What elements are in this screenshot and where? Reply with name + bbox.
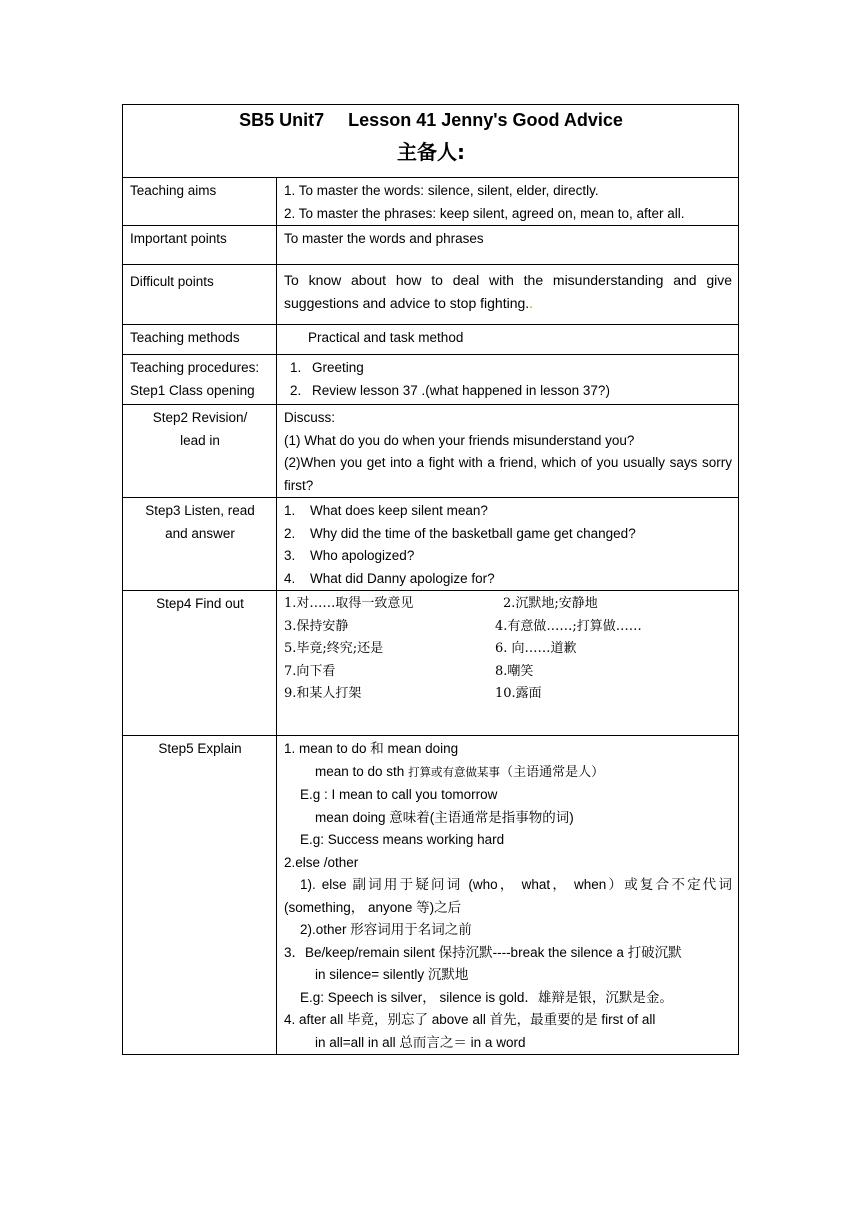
label-step2 [123, 405, 277, 498]
aim-line: 2. To master the phrases: keep silent, agreed on, mean to, after all. [284, 205, 685, 221]
content-teaching-aims [277, 178, 739, 226]
difficult-text: To know about how to deal with the misunderstanding and give suggestions and advice to stop fighting. [284, 272, 733, 311]
row-teaching-methods [123, 325, 739, 355]
content-teaching-procedures [277, 355, 739, 405]
explain-line: E.g: Success means working hard [300, 832, 505, 847]
row-teaching-procedures [123, 355, 739, 405]
explain-note: （主语通常是人） [500, 764, 605, 780]
explain-line: 2.else /other [284, 854, 359, 870]
explain-line: mean doing 意味着(主语通常是指事物的词) [315, 809, 574, 825]
question-item: What does keep silent mean? [310, 503, 488, 518]
aim-line: 1. To master the words: silence, silent, elder, directly. [284, 183, 599, 198]
procedure-item: Review lesson 37 .(what happened in lesson 37?) [312, 382, 610, 398]
step2-label: Step2 Revision/ [152, 410, 248, 425]
label-important-points: Important points [123, 226, 277, 265]
explain-line: 1). else 副词用于疑问词 (who， what， when）或复合不定代词 (something， anyone 等)之后 [284, 877, 733, 915]
find-out-grid [284, 593, 732, 706]
lesson-plan-table [122, 104, 739, 1055]
content-step5 [277, 736, 739, 1055]
label-teaching-procedures [123, 355, 277, 405]
step1-label: Step1 Class opening [130, 382, 255, 398]
find-out-item: 4.有意做……;打算做…… [495, 618, 642, 634]
explain-meaning: 打算或有意做某事 [408, 764, 501, 779]
explain-line [284, 761, 732, 785]
explain-phrase: mean to do sth [315, 763, 409, 779]
find-out-item: 6. 向……道歉 [495, 641, 577, 656]
item-number: 3. [284, 548, 296, 563]
content-step4 [277, 591, 739, 736]
content-step3 [277, 498, 739, 591]
step2-sublabel: lead in [180, 432, 220, 448]
content-teaching-methods [277, 325, 739, 355]
label-teaching-methods: Teaching methods [123, 325, 277, 355]
find-out-item: 5.毕竟;终究;还是 [284, 641, 384, 656]
find-out-item: 1.对……取得一致意见 [284, 596, 414, 611]
find-out-item: 2.沉默地;安静地 [503, 596, 598, 611]
explain-line: E.g: Speech is silver， silence is gold．雄辩是银，沉默是金。 [300, 989, 673, 1005]
lesson-name: Lesson 41 Jenny's Good Advice [348, 110, 623, 130]
item-number: 2. [290, 382, 302, 398]
find-out-item: 9.和某人打架 [284, 686, 362, 701]
explain-line: in all=all in all 总而言之＝ in a word [315, 1034, 526, 1050]
item-number: 1. [284, 503, 296, 518]
content-important-points: To master the words and phrases [277, 226, 739, 265]
content-difficult-points [277, 265, 739, 325]
row-important-points [123, 226, 739, 265]
row-step4 [123, 591, 739, 736]
explain-line: in silence= silently 沉默地 [315, 967, 469, 982]
explain-line: 3．Be/keep/remain silent 保持沉默----break the silence a 打破沉默 [284, 944, 682, 960]
header-row [123, 105, 739, 178]
question-item: What did Danny apologize for? [310, 570, 495, 586]
row-teaching-aims [123, 178, 739, 226]
unit-label: SB5 Unit7 [239, 110, 325, 130]
item-number: 2. [284, 525, 296, 541]
step3-label: Step3 Listen, read [145, 503, 255, 518]
discussion-question: (1) What do you do when your friends misunderstand you? [284, 432, 635, 448]
row-difficult-points [123, 265, 739, 325]
label-difficult-points: Difficult points [123, 265, 277, 325]
row-step3 [123, 498, 739, 591]
discussion-question: (2)When you get into a fight with a friend, which of you usually says sorry first? [284, 455, 733, 493]
label-step5: Step5 Explain [123, 736, 277, 1055]
explain-line: 2).other 形容词用于名词之前 [300, 922, 472, 937]
preparer-label: 主备人: [397, 140, 465, 164]
row-step5 [123, 736, 739, 1055]
question-item: Who apologized? [310, 548, 415, 563]
methods-text: Practical and task method [308, 330, 464, 345]
explain-line: E.g : I mean to call you tomorrow [300, 787, 498, 802]
lesson-title [130, 109, 732, 131]
find-out-item: 7.向下看 [284, 663, 336, 679]
content-step2 [277, 405, 739, 498]
step3-sublabel: and answer [165, 525, 235, 541]
row-step2 [123, 405, 739, 498]
label-step4: Step4 Find out [123, 591, 277, 736]
trailing-dot: . [529, 294, 534, 311]
procedures-label: Teaching procedures: [130, 360, 260, 375]
find-out-item: 8.嘲笑 [495, 663, 534, 679]
procedure-item: Greeting [312, 360, 364, 375]
find-out-item: 3.保持安静 [284, 618, 349, 634]
explain-line: 4. after all 毕竟，别忘了 above all 首先，最重要的是 first of all [284, 1012, 656, 1027]
item-number: 1. [290, 360, 302, 375]
explain-line: 1. mean to do 和 mean doing [284, 741, 459, 756]
label-teaching-aims: Teaching aims [123, 178, 277, 226]
question-item: Why did the time of the basketball game get changed? [310, 525, 636, 541]
label-step3 [123, 498, 277, 591]
discuss-label: Discuss: [284, 410, 336, 425]
item-number: 4. [284, 570, 296, 586]
find-out-item: 10.露面 [495, 686, 542, 701]
header-cell [123, 105, 739, 178]
